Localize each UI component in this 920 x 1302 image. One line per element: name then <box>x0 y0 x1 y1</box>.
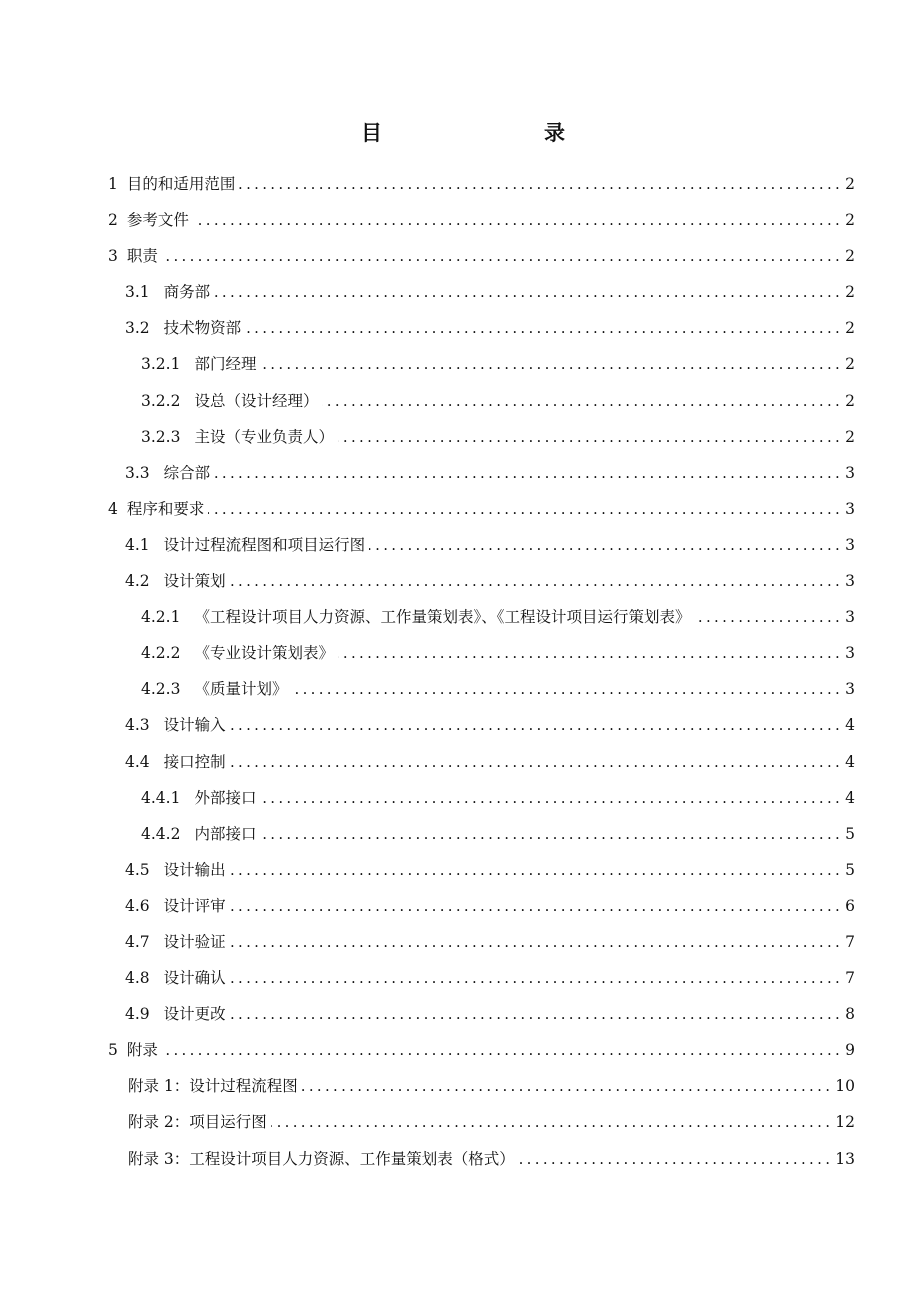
toc-entry-text: 《质量计划》 <box>194 680 288 699</box>
toc-entry-number: 4.8 <box>125 969 150 988</box>
toc-page-number: 4 <box>845 716 855 735</box>
toc-dot-leader <box>369 527 843 563</box>
toc-entry-number: 4.9 <box>125 1005 150 1024</box>
toc-entry-number: 3.2.2 <box>141 391 181 410</box>
toc-entry-number: 3.3 <box>125 463 150 482</box>
toc-entry[interactable] <box>108 599 855 635</box>
toc-entry-number: 4.2.1 <box>141 608 181 627</box>
toc-entry[interactable] <box>108 816 855 852</box>
toc-dot-leader <box>230 888 843 924</box>
toc-entry[interactable] <box>108 707 855 743</box>
toc-page-number: 3 <box>845 499 855 518</box>
toc-entry-number: 4.6 <box>125 896 150 915</box>
toc-entry-number: 4.1 <box>125 535 150 554</box>
toc-entry[interactable] <box>108 744 855 780</box>
toc-entry-text: 设总（设计经理） <box>194 391 319 410</box>
toc-entry-text: 设计更改 <box>163 1005 226 1024</box>
toc-dot-leader <box>239 166 843 202</box>
toc-entry-text: 《专业设计策划表》 <box>194 644 334 663</box>
toc-entry[interactable] <box>108 635 855 671</box>
toc-entry-text: 设计确认 <box>163 969 226 988</box>
toc-entry-text: 综合部 <box>163 463 211 482</box>
toc-entry-number: 4.4.2 <box>141 824 181 843</box>
toc-dot-leader <box>162 1032 843 1068</box>
toc-dot-leader <box>271 1104 833 1140</box>
toc-entry-text: 设计过程流程图和项目运行图 <box>163 535 366 554</box>
toc-entry-number: 3.2.3 <box>141 427 181 446</box>
toc-page-number: 7 <box>845 969 855 988</box>
toc-entry[interactable] <box>108 383 855 419</box>
toc-page-number: 7 <box>845 932 855 951</box>
toc-entry-text: 参考文件 <box>126 211 189 230</box>
toc-page-number: 2 <box>845 427 855 446</box>
toc-entry-number: 4.2.3 <box>141 680 181 699</box>
toc-page-number: 2 <box>845 211 855 230</box>
toc-entry[interactable] <box>108 563 855 599</box>
toc-entry-text: 设计输入 <box>163 716 226 735</box>
toc-page-number: 3 <box>845 463 855 482</box>
toc-page-number: 9 <box>845 1041 855 1060</box>
toc-dot-leader <box>260 816 843 852</box>
toc-dot-leader <box>214 274 843 310</box>
toc-entry-text: 技术物资部 <box>163 319 242 338</box>
toc-entry[interactable] <box>108 852 855 888</box>
toc-entry-text: 接口控制 <box>163 752 226 771</box>
toc-entry[interactable] <box>108 491 855 527</box>
toc-dot-leader <box>260 780 843 816</box>
toc-dot-leader <box>230 852 843 888</box>
toc-list <box>108 166 855 1177</box>
toc-entry-text: 商务部 <box>163 283 211 302</box>
toc-entry[interactable] <box>108 1032 855 1068</box>
toc-title: 目 录 <box>361 120 605 145</box>
toc-page-number: 3 <box>845 608 855 627</box>
toc-entry-number: 3 <box>108 247 118 266</box>
toc-page-number: 6 <box>845 896 855 915</box>
toc-entry[interactable] <box>108 419 855 455</box>
toc-dot-leader <box>519 1141 833 1177</box>
toc-page-number: 12 <box>835 1113 855 1132</box>
toc-page-number: 3 <box>845 572 855 591</box>
toc-page-number: 10 <box>835 1077 855 1096</box>
toc-dot-leader <box>245 310 843 346</box>
toc-page-number: 4 <box>845 752 855 771</box>
toc-entry-text: 主设（专业负责人） <box>194 427 334 446</box>
toc-page-number: 3 <box>845 644 855 663</box>
toc-entry-text: 设计输出 <box>163 860 226 879</box>
toc-dot-leader <box>162 238 843 274</box>
toc-entry[interactable] <box>108 346 855 382</box>
toc-dot-leader <box>694 599 843 635</box>
toc-page-number: 2 <box>845 247 855 266</box>
toc-dot-leader <box>230 996 843 1032</box>
toc-dot-leader <box>322 383 843 419</box>
toc-entry-text: 内部接口 <box>194 824 257 843</box>
toc-dot-leader <box>208 491 843 527</box>
toc-entry[interactable] <box>108 924 855 960</box>
toc-entry[interactable] <box>108 1068 855 1104</box>
toc-page-number: 3 <box>845 535 855 554</box>
toc-entry-number: 3.2.1 <box>141 355 181 374</box>
toc-entry[interactable] <box>108 888 855 924</box>
toc-entry-number: 3.1 <box>125 283 150 302</box>
toc-entry-number: 3.2 <box>125 319 150 338</box>
toc-entry-number: 4.2 <box>125 572 150 591</box>
toc-entry-text: 设计评审 <box>163 896 226 915</box>
toc-entry-text: 设计策划 <box>163 572 226 591</box>
toc-page-number: 5 <box>845 860 855 879</box>
toc-entry[interactable] <box>108 310 855 346</box>
toc-entry[interactable] <box>108 238 855 274</box>
toc-dot-leader <box>230 960 843 996</box>
toc-dot-leader <box>260 346 843 382</box>
toc-dot-leader <box>214 455 843 491</box>
toc-entry-number: 4.5 <box>125 860 150 879</box>
toc-entry-text: 附录 1：设计过程流程图 <box>128 1077 298 1096</box>
toc-entry[interactable] <box>108 166 855 202</box>
toc-entry-text: 外部接口 <box>194 788 257 807</box>
toc-entry-number: 4.3 <box>125 716 150 735</box>
toc-entry[interactable] <box>108 1141 855 1177</box>
toc-dot-leader <box>193 202 843 238</box>
toc-page-number: 2 <box>845 283 855 302</box>
toc-entry[interactable] <box>108 780 855 816</box>
toc-entry-number: 4 <box>108 499 118 518</box>
toc-page-number: 8 <box>845 1005 855 1024</box>
toc-entry-text: 职责 <box>126 247 158 266</box>
toc-entry[interactable] <box>108 996 855 1032</box>
toc-page-number: 2 <box>845 391 855 410</box>
toc-entry-text: 《工程设计项目人力资源、工作量策划表》、《工程设计项目运行策划表》 <box>194 608 691 627</box>
toc-dot-leader <box>230 707 843 743</box>
toc-page-number: 2 <box>845 355 855 374</box>
toc-entry-text: 附录 2：项目运行图 <box>128 1113 267 1132</box>
toc-entry-number: 4.4.1 <box>141 788 181 807</box>
toc-page-number: 5 <box>845 824 855 843</box>
toc-dot-leader <box>230 563 843 599</box>
toc-entry[interactable] <box>108 671 855 707</box>
toc-page-number: 13 <box>835 1149 855 1168</box>
toc-dot-leader <box>338 419 843 455</box>
toc-dot-leader <box>230 744 843 780</box>
toc-entry-text: 附录 <box>126 1041 158 1060</box>
toc-entry-text: 设计验证 <box>163 932 226 951</box>
toc-entry[interactable] <box>108 527 855 563</box>
toc-page-number: 2 <box>845 319 855 338</box>
toc-entry-number: 4.4 <box>125 752 150 771</box>
toc-entry[interactable] <box>108 455 855 491</box>
toc-entry[interactable] <box>108 960 855 996</box>
toc-entry[interactable] <box>108 1104 855 1140</box>
toc-entry-text: 附录 3：工程设计项目人力资源、工作量策划表（格式） <box>128 1149 515 1168</box>
toc-entry[interactable] <box>108 274 855 310</box>
toc-entry-number: 4.2.2 <box>141 644 181 663</box>
toc-dot-leader <box>291 671 843 707</box>
toc-entry-number: 2 <box>108 211 118 230</box>
toc-entry-text: 部门经理 <box>194 355 257 374</box>
toc-entry-number: 1 <box>108 175 118 193</box>
toc-dot-leader <box>230 924 843 960</box>
toc-dot-leader <box>302 1068 833 1104</box>
toc-dot-leader <box>338 635 843 671</box>
toc-page-number: 2 <box>845 175 855 193</box>
toc-entry-number: 4.7 <box>125 932 150 951</box>
toc-entry-text: 目的和适用范围 <box>126 175 236 193</box>
toc-entry[interactable] <box>108 202 855 238</box>
toc-entry-text: 程序和要求 <box>126 499 205 518</box>
toc-entry-number: 5 <box>108 1041 118 1060</box>
toc-page-number: 4 <box>845 788 855 807</box>
toc-page-number: 3 <box>845 680 855 699</box>
